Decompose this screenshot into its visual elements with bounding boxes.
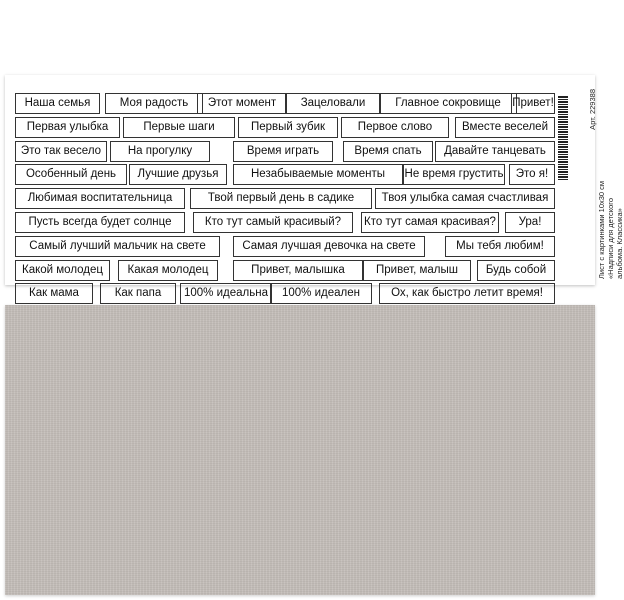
caption-sticker: Первая улыбка xyxy=(15,117,120,138)
caption-sticker: Давайте танцевать xyxy=(435,141,555,162)
caption-sticker: Самая лучшая девочка на свете xyxy=(233,236,425,257)
caption-sticker: Твой первый день в садике xyxy=(190,188,372,209)
caption-sticker: Привет, малышка xyxy=(233,260,363,281)
caption-sticker: Лучшие друзья xyxy=(129,164,227,185)
caption-sticker: Особенный день xyxy=(15,164,127,185)
caption-sticker: Не время грустить xyxy=(403,164,505,185)
caption-sticker: Пусть всегда будет солнце xyxy=(15,212,185,233)
caption-sticker: Наша семья xyxy=(15,93,100,114)
caption-sticker: Это так весело xyxy=(15,141,107,162)
caption-sticker: Какой молодец xyxy=(15,260,110,281)
caption-sticker: Кто тут самая красивая? xyxy=(361,212,499,233)
caption-row xyxy=(15,93,555,117)
caption-row xyxy=(15,236,555,260)
caption-sticker: 100% идеален xyxy=(270,283,372,304)
textured-paper-sheet xyxy=(5,305,595,595)
caption-row xyxy=(15,260,555,284)
caption-sticker: Этот момент xyxy=(197,93,287,114)
caption-sticker: Кто тут самый красивый? xyxy=(193,212,353,233)
caption-sticker: Моя радость xyxy=(105,93,203,114)
caption-sticker: Первые шаги xyxy=(123,117,235,138)
label-line-2: «Надписи для детского xyxy=(606,198,615,279)
caption-sticker: Какая молодец xyxy=(118,260,218,281)
caption-sticker: Это я! xyxy=(509,164,555,185)
caption-sticker: Привет, малыш xyxy=(363,260,471,281)
caption-sticker: Как папа xyxy=(100,283,176,304)
caption-row xyxy=(15,188,555,212)
caption-row xyxy=(15,283,555,307)
caption-row xyxy=(15,164,555,188)
caption-sticker: 100% идеальна xyxy=(180,283,272,304)
caption-sticker: Первый зубик xyxy=(238,117,338,138)
caption-sticker: Время играть xyxy=(233,141,333,162)
label-line-3: альбома. Классика» xyxy=(615,208,624,279)
caption-grid xyxy=(15,93,555,307)
caption-sticker: Незабываемые моменты xyxy=(233,164,403,185)
side-label xyxy=(558,89,624,279)
caption-sticker: На прогулку xyxy=(110,141,210,162)
caption-sticker: Будь собой xyxy=(477,260,555,281)
caption-sticker: Время спать xyxy=(343,141,433,162)
caption-sticker: Мы тебя любим! xyxy=(445,236,555,257)
caption-sticker: Твоя улыбка самая счастливая xyxy=(375,188,555,209)
sticker-sheet xyxy=(5,75,624,300)
caption-sticker: Зацеловали xyxy=(285,93,381,114)
article-number: Арт. 229388 xyxy=(588,89,597,130)
caption-sticker: Главное сокровище xyxy=(379,93,517,114)
caption-sticker: Первое слово xyxy=(341,117,449,138)
caption-sticker: Любимая воспитательница xyxy=(15,188,185,209)
caption-sticker: Привет! xyxy=(511,93,555,114)
caption-sticker: Как мама xyxy=(15,283,93,304)
caption-sticker: Ура! xyxy=(505,212,555,233)
label-line-1: Лист с картинками 10х30 см xyxy=(597,180,606,279)
caption-row xyxy=(15,212,555,236)
caption-sticker: Вместе веселей xyxy=(455,117,555,138)
caption-row xyxy=(15,117,555,141)
caption-sticker: Самый лучший мальчик на свете xyxy=(15,236,220,257)
caption-sticker: Ох, как быстро летит время! xyxy=(379,283,555,304)
side-label-text xyxy=(588,89,624,279)
caption-row xyxy=(15,141,555,165)
